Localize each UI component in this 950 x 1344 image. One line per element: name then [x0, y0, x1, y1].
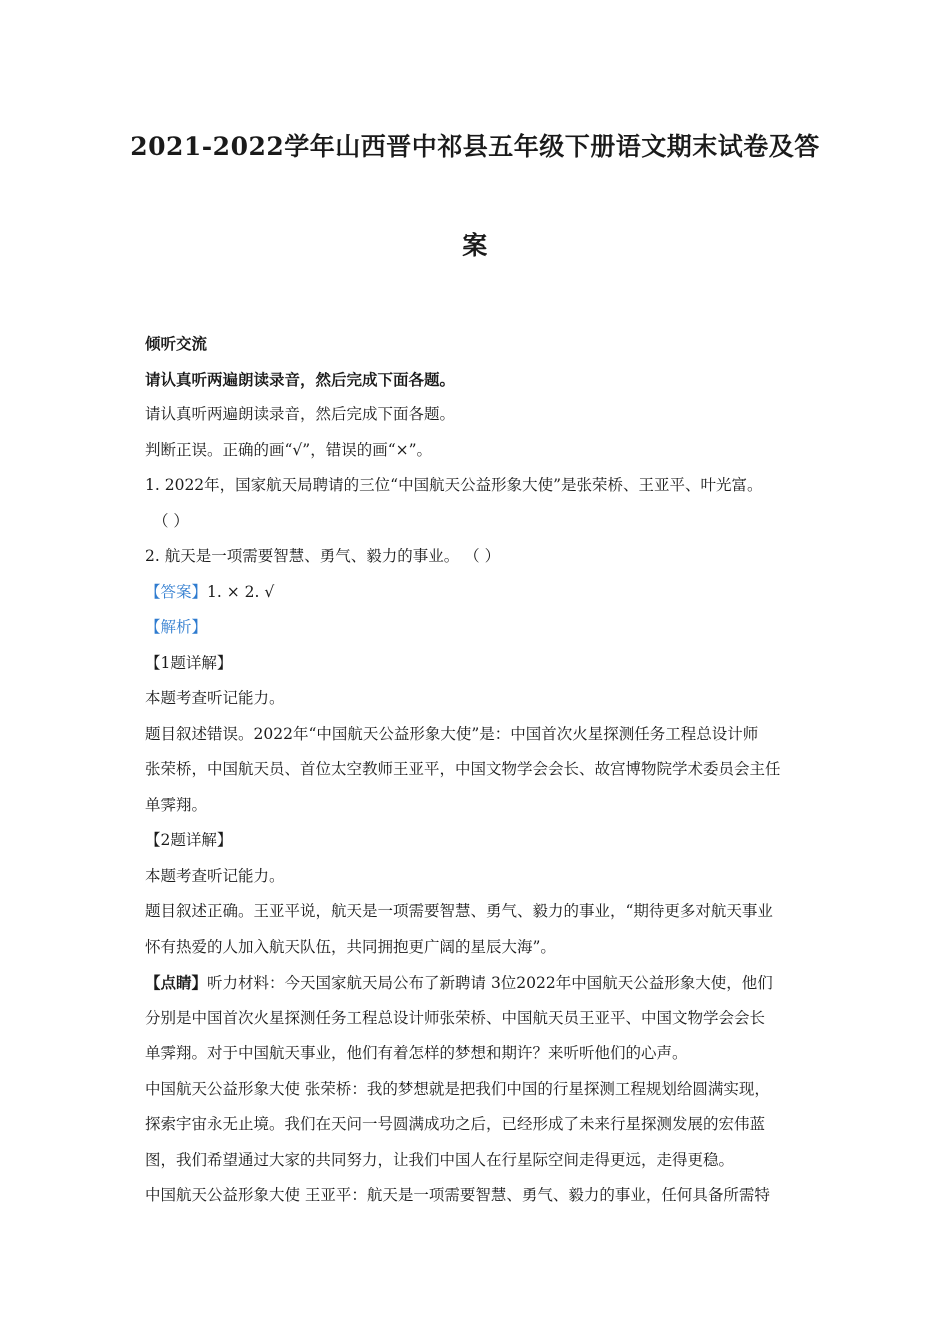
detail1-paragraph2-line3: 单霁翔。 — [145, 795, 208, 814]
question-2: 2. 航天是一项需要智慧、勇气、毅力的事业。 （ ） — [145, 547, 501, 565]
detail2-paragraph2-line1: 题目叙述正确。王亚平说，航天是一项需要智慧、勇气、毅力的事业，“期待更多对航天事业 — [145, 902, 773, 920]
detail2-paragraph1: 本题考查听记能力。 — [145, 866, 285, 885]
answer-label: 【答案】 — [145, 582, 208, 601]
zhang-quote-line3: 图，我们希望通过大家的共同努力，让我们中国人在行星际空间走得更远，走得更稳。 — [145, 1150, 735, 1169]
analysis-label: 【解析】 — [145, 618, 208, 636]
detail2-label: 【2题详解】 — [145, 831, 233, 849]
wang-quote-line1: 中国航天公益形象大使 王亚平：航天是一项需要智慧、勇气、毅力的事业，任何具备所需特 — [145, 1186, 770, 1204]
instruction-bold: 请认真听两遍朗读录音，然后完成下面各题。 — [145, 369, 456, 389]
zhang-quote-line1: 中国航天公益形象大使 张荣桥：我的梦想就是把我们中国的行星探测工程规划给圆满实现， — [145, 1079, 770, 1098]
answer-text: 1. × 2. √ — [207, 582, 275, 601]
detail2-paragraph2-line2: 怀有热爱的人加入航天队伍，共同拥抱更广阔的星辰大海”。 — [145, 937, 556, 956]
dianjing-line3: 单霁翔。对于中国航天事业，他们有着怎样的梦想和期许？来听听他们的心声。 — [145, 1044, 688, 1062]
document-title-line1: 2021-2022学年山西晋中祁县五年级下册语文期末试卷及答 — [130, 132, 820, 161]
zhang-quote-line2: 探索宇宙永无止境。我们在天问一号圆满成功之后，已经形成了未来行星探测发展的宏伟蓝 — [145, 1115, 766, 1133]
judge-instruction: 判断正误。正确的画“√”，错误的画“×”。 — [145, 440, 433, 459]
detail1-paragraph2-line1: 题目叙述错误。2022年“中国航天公益形象大使”是：中国首次火星探测任务工程总设计师 — [145, 724, 759, 743]
answer-line — [145, 575, 825, 611]
dianjing-label: 【点睛】 — [145, 973, 208, 992]
dianjing-line1 — [145, 965, 825, 1001]
question-1: 1. 2022年，国家航天局聘请的三位“中国航天公益形象大使”是张荣桥、王亚平、叶光富。 — [145, 476, 763, 494]
question-1-blank: （ ） — [153, 511, 189, 530]
document-body — [145, 326, 825, 1214]
instruction: 请认真听两遍朗读录音，然后完成下面各题。 — [145, 405, 456, 423]
section-heading: 倾听交流 — [145, 334, 208, 353]
detail1-paragraph1: 本题考查听记能力。 — [145, 689, 285, 707]
detail1-label: 【1题详解】 — [145, 653, 233, 672]
document-title-line2: 案 — [462, 231, 488, 260]
dianjing-text: 听力材料：今天国家航天局公布了新聘请 3位2022年中国航天公益形象大使，他们 — [207, 974, 773, 992]
dianjing-line2: 分别是中国首次火星探测任务工程总设计师张荣桥、中国航天员王亚平、中国文物学会会长 — [145, 1008, 766, 1027]
detail1-paragraph2-line2: 张荣桥，中国航天员、首位太空教师王亚平，中国文物学会会长、故宫博物院学术委员会主任 — [145, 760, 781, 778]
